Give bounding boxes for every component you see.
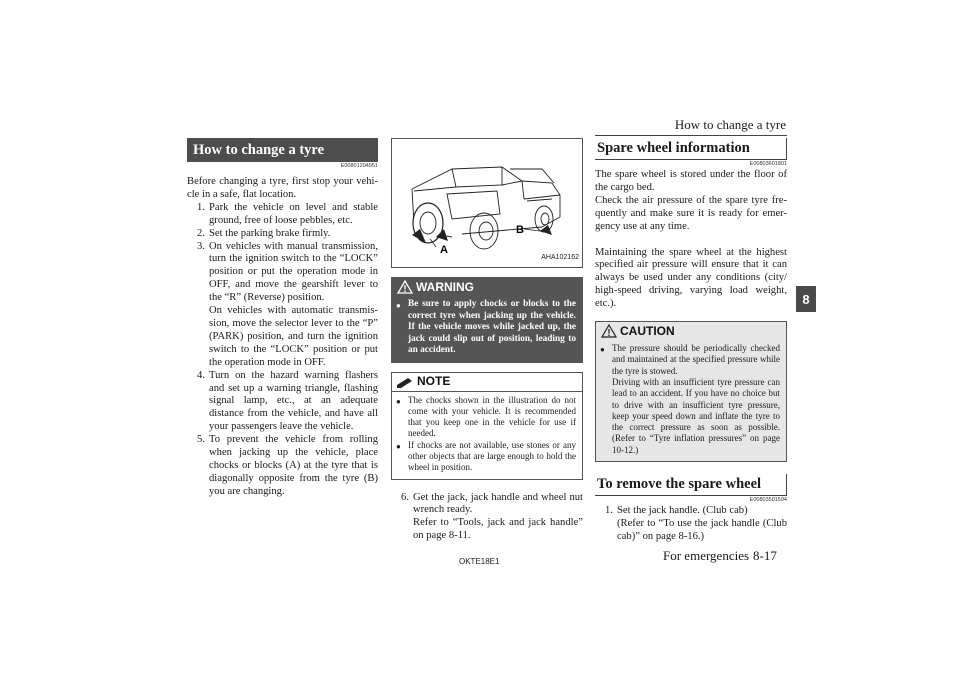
note-box [391, 372, 583, 480]
step-number [187, 305, 209, 370]
section-code: E00803601801 [749, 161, 787, 167]
caution-label: CAUTION [620, 323, 675, 338]
step-item [187, 370, 378, 435]
truck-drawing [392, 139, 582, 267]
note-header [392, 373, 582, 392]
caution-body [596, 340, 786, 461]
bullet-icon: ● [396, 396, 401, 406]
note-item [396, 440, 576, 474]
section-code: E00803501594 [749, 497, 787, 504]
step-number: 1. [197, 201, 205, 213]
step-number: 4. [197, 369, 205, 381]
pencil-icon [396, 376, 414, 388]
caution-item [600, 343, 780, 456]
intro-paragraph: Before changing a tyre, first stop your vehi-cle in a safe, flat location. [187, 176, 378, 200]
figure-code: AHA102162 [541, 254, 579, 262]
bullet-icon: ● [600, 345, 605, 355]
bullet-icon: ● [396, 301, 401, 310]
step-text: On vehicles with manual transmission, turn the ignition switch to the “LOCK” position or put the operation mode in OFF, and move the gearshift lever to the “R” (Reverse) position. [209, 240, 378, 304]
section-title-how-to-change: How to change a tyre [187, 138, 378, 162]
figure-label-a: A [440, 244, 448, 256]
warning-text: Be sure to apply chocks or blocks to the correct tyre when jacking up the vehicle. If the vehicle moves while jacked up, the jack could slip out of position, leading to an accident. [408, 299, 576, 355]
spare-paragraph-3: Maintaining the spare wheel at the highest specified air pressure will ensure that it can always be used under any conditions (city/ high-speed driving, varying load weight, etc.). [595, 246, 787, 310]
page-number: 8-17 [753, 548, 777, 563]
left-column [187, 138, 378, 499]
step-list [187, 202, 378, 499]
step-number: 6. [401, 491, 409, 503]
middle-column [391, 138, 583, 543]
step-text [617, 505, 787, 544]
section-title-remove-spare: To remove the spare wheel [595, 474, 787, 496]
step-item [187, 228, 378, 241]
remove-step-reference: (Refer to “To use the jack handle (Club cab)” on page 8-16.) [617, 517, 787, 542]
note-body [392, 392, 582, 479]
step-number: 2. [197, 227, 205, 239]
spare-paragraph-1: The spare wheel is stored under the floor of the cargo bed. [595, 169, 787, 193]
section-code: E00801204951 [340, 163, 378, 169]
figure-label-b: B [516, 224, 524, 236]
step-item [187, 305, 378, 370]
step-text: Turn on the hazard warning flashers and set up a warning triangle, flashing signal lamp, etc., at an adequate distance from the vehicle, and have all your passengers leave the vehicle. [209, 369, 378, 433]
note-label: NOTE [417, 374, 451, 389]
caution-header [596, 322, 786, 340]
header-rule [595, 135, 787, 136]
footer-section-name: For emergencies [663, 548, 750, 563]
step-item [187, 434, 378, 499]
warning-body [392, 296, 582, 362]
remove-step-text: Set the jack handle. (Club cab) [617, 505, 748, 517]
step-number: 5. [197, 434, 205, 446]
footer-code: OKTE18E1 [459, 557, 500, 566]
warning-label: WARNING [416, 279, 474, 294]
step-item [187, 202, 378, 228]
chapter-tab[interactable]: 8 [796, 286, 816, 312]
step6-reference: Refer to “Tools, jack and jack handle” on page 8-11. [413, 517, 583, 542]
running-header-title: How to change a tyre [674, 117, 786, 132]
caution-triangle-icon [601, 324, 617, 338]
step-item [187, 241, 378, 306]
step-text: On vehicles with automatic transmis-sion, move the selector lever to the “P” (PARK) position, and turn the ignition switch to the “LOCK” position or put the operation mode in OFF. [209, 305, 378, 368]
warning-item [396, 299, 576, 357]
step-text: Park the vehicle on level and stable ground, free of loose pebbles, etc. [209, 201, 378, 226]
caution-box [595, 321, 787, 462]
spare-paragraph-2: Check the air pressure of the spare tyre fre-quently and make sure it is ready for emer-gency use at any time. [595, 194, 787, 232]
step-number: 3. [197, 240, 205, 252]
step-text: To prevent the vehicle from rolling when jacking up the vehicle, place chocks or blocks (A) at the tyre that is diagonally opposite from the tyre (B) you are changing. [209, 434, 378, 497]
step-text [413, 492, 583, 544]
step6-text: Get the jack, jack handle and wheel nut wrench ready. [413, 491, 583, 516]
warning-triangle-icon [397, 280, 413, 294]
note-text: If chocks are not available, use stones or any other objects that are large enough to hold the wheel in position. [408, 439, 576, 473]
warning-header [392, 278, 582, 296]
remove-step-item [595, 505, 787, 544]
step-item-6 [391, 492, 583, 544]
step-text: Set the parking brake firmly. [209, 227, 331, 239]
truck-chock-illustration [391, 138, 583, 268]
note-item [396, 395, 576, 440]
right-column [595, 138, 787, 544]
warning-box [391, 277, 583, 363]
caution-text: The pressure should be periodically checked and maintained at the specified pressure while the tyre is stowed. Driving with an insufficient tyre pressure can lead to an accident. If you have no choice but to drive with an insufficient tyre pressure, keep your speed down and inflate the tyre to the correct pressure as soon as possible. (Refer to “Tyre inflation pressures” on page 10-12.) [612, 343, 780, 455]
step-number: 1. [605, 505, 613, 517]
bullet-icon: ● [396, 441, 401, 451]
section-title-spare-wheel: Spare wheel information [595, 138, 787, 160]
note-text: The chocks shown in the illustration do not come with your vehicle. It is recommended that you keep one in the vehicle for use if needed. [408, 394, 576, 439]
